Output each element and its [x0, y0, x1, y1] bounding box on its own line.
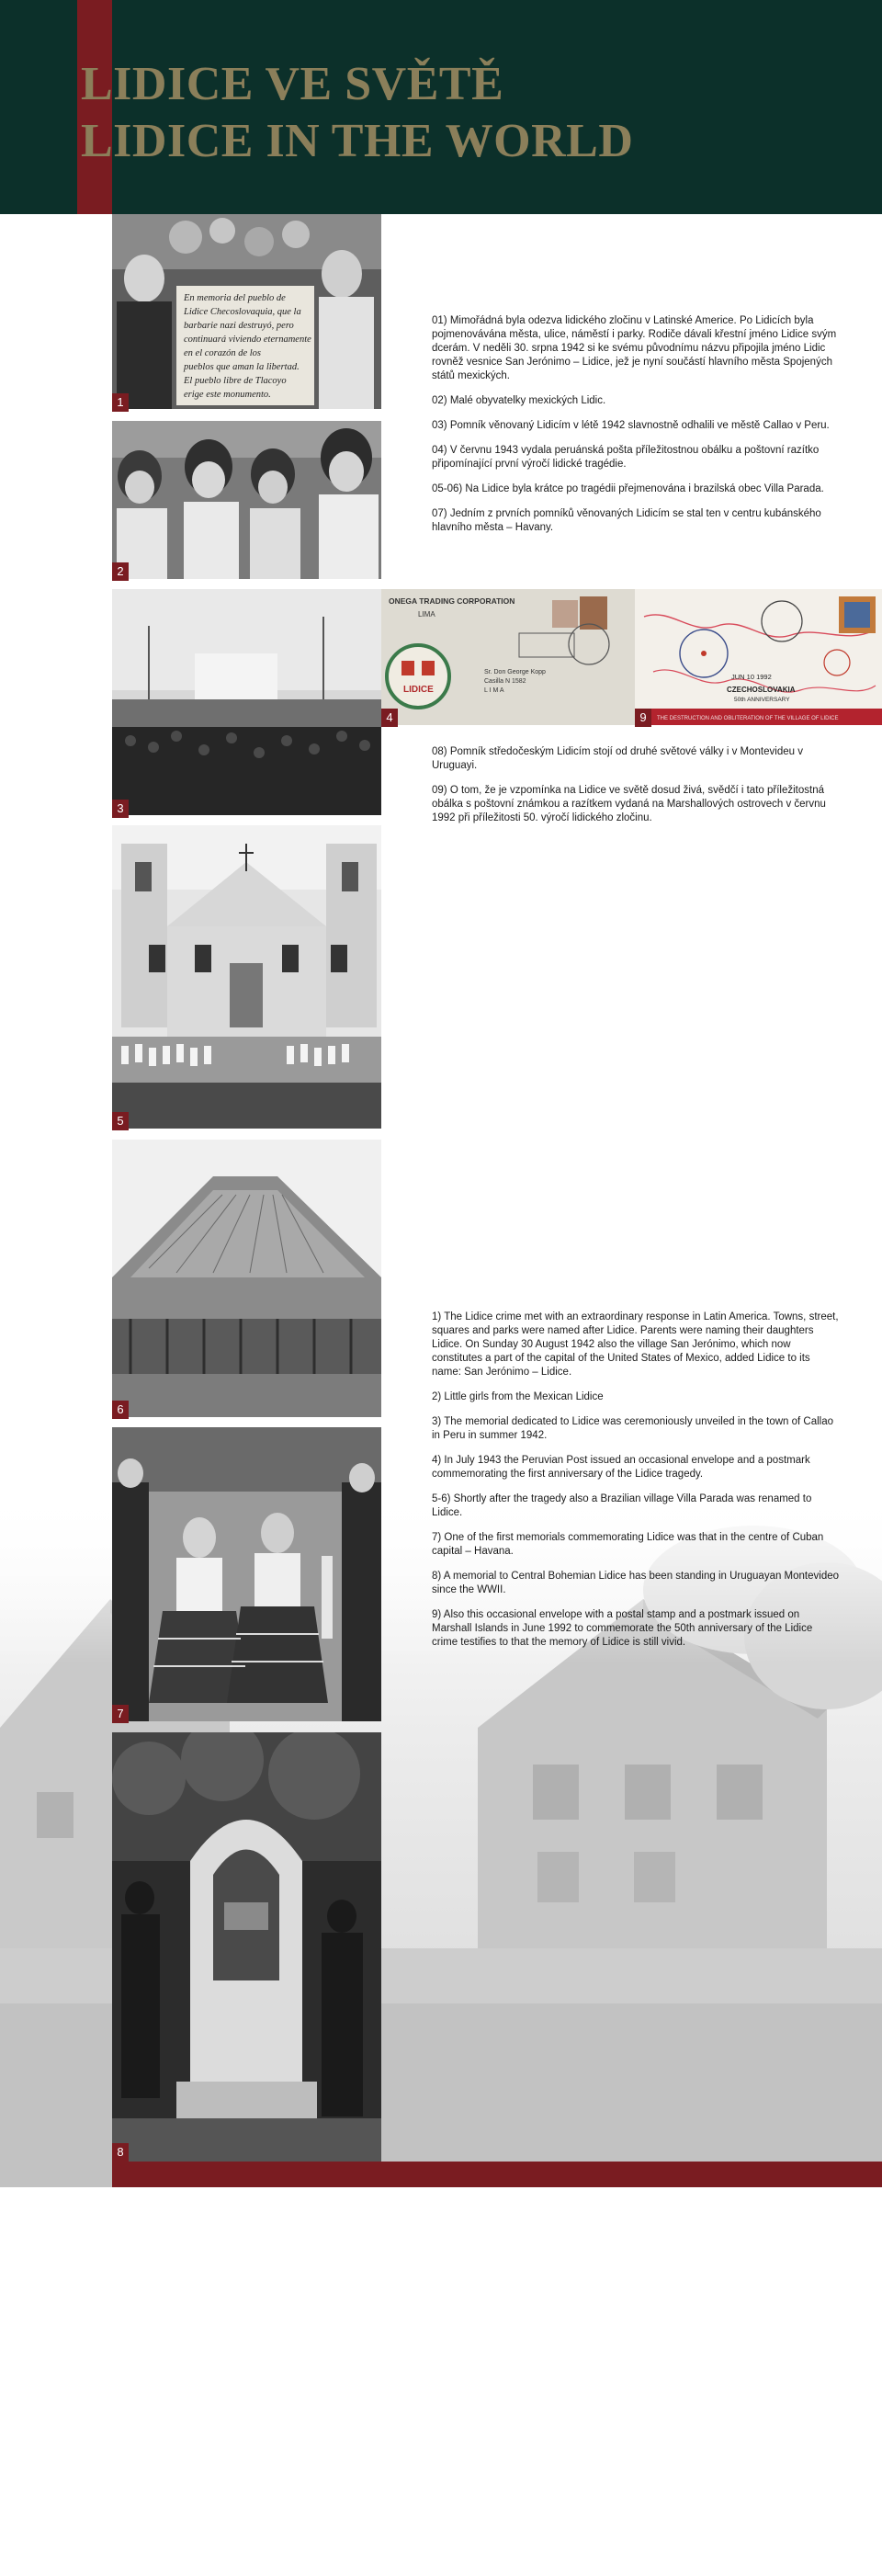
photo-1-crowd-with-sign: [112, 214, 381, 409]
photo-7-number: 7: [112, 1705, 129, 1723]
caption-en-4: 4) In July 1943 the Peruvian Post issued an occasional envelope and a postmark commemorating the first anniversary of the Lidice tragedy.: [432, 1455, 810, 1480]
photo-9-number: 9: [635, 709, 651, 727]
caption-cz-04: 04) V červnu 1943 vydala peruánská pošta příležitostnou obálku a poštovní razítko připomínající první výročí lidické tragédie.: [432, 445, 820, 470]
caption-block-czech-2: [432, 745, 841, 836]
caption-en-1: 1) The Lidice crime met with an extraordinary response in Latin America. Towns, street, squares and parks were named after Lidice. Parents were naming their daughters Lidice. On Sunday 30 August 1942 also the village San Jerónimo, which now constitutes a part of the capital of the United States of Mexico, added Lidice to its name: San Jerónimo – Lidice.: [432, 1311, 839, 1378]
sign-line-6: El pueblo libre de Tlacoyo: [184, 376, 287, 386]
envelope-address-2: L I M A: [484, 687, 504, 694]
caption-en-8: 8) A memorial to Central Bohemian Lidice has been standing in Uruguayan Montevideo since the WWII.: [432, 1571, 840, 1595]
envelope-address-0: Sr. Don George Kopp: [484, 669, 546, 675]
photo-3-number: 3: [112, 800, 129, 818]
caption-cz-09: 09) O tom, že je vzpomínka na Lidice ve světě dosud živá, svědčí i tato příležitostná obálka s poštovní známkou a razítkem vydaná na Marshallových ostrovech v červnu 1992 při příležitosti 50. výročí lidického zločinu.: [432, 785, 826, 823]
sign-line-4: en el corazón de los: [184, 348, 261, 358]
photo-6-number: 6: [112, 1401, 129, 1419]
thatched-hut-photo: [112, 1140, 381, 1417]
envelope-city: LIMA: [418, 610, 435, 618]
church-ceremony-photo: [112, 825, 381, 1129]
envelope9-country: CZECHOSLOVAKIA: [727, 686, 796, 694]
sign-line-2: barbarie nazi destruyó, pero: [184, 321, 294, 331]
caption-en-2: 2) Little girls from the Mexican Lidice: [432, 1391, 604, 1402]
crowd-with-memorial-sign-photo: [112, 214, 381, 409]
envelope9-banner: THE DESTRUCTION AND OBLITERATION OF THE VILLAGE OF LIDICE: [657, 716, 839, 721]
caption-en-3: 3) The memorial dedicated to Lidice was ceremoniously unveiled in the town of Callao in Peru in summer 1942.: [432, 1416, 834, 1441]
envelope-stamp-label: LIDICE: [403, 685, 434, 695]
bottom-red-bar: [112, 2162, 882, 2187]
header-banner: [0, 0, 882, 214]
caption-cz-05-06: 05-06) Na Lidice byla krátce po tragédii přejmenována i brazilská obec Villa Parada.: [432, 483, 824, 494]
caption-cz-03: 03) Pomník věnovaný Lidicím v létě 1942 slavnostně odhalili ve městě Callao v Peru.: [432, 420, 830, 431]
photo-5-church-ceremony: [112, 825, 381, 1129]
photo-9-marshall-envelope: [635, 589, 882, 725]
photo-2-number: 2: [112, 562, 129, 581]
photo-8-memorial-stone: [112, 1732, 381, 2162]
caption-cz-01: 01) Mimořádná byla odezva lidického zločinu v Latinské Americe. Po Lidicích byla pojmenovávána města, ulice, náměstí i parky. Rodiče dávali křestní jméno Lidice svým dcerám. V neděli 30. srpna 1942 si ke svému původnímu názvu připojila jméno Lidic rovněž vesnice San Jerónimo – Lidice, jež je nyní součástí hlavního města Spojených států mexických.: [432, 315, 837, 381]
title-english: LIDICE IN THE WORLD: [81, 115, 634, 167]
caption-block-czech: [432, 314, 841, 546]
caption-cz-02: 02) Malé obyvatelky mexických Lidic.: [432, 395, 606, 406]
sign-line-3: continuará viviendo eternamente: [184, 335, 311, 345]
envelope-address-1: Casilla N 1582: [484, 678, 526, 685]
memorial-stone-photo: [112, 1732, 381, 2162]
photo-3-memorial-unveiling: [112, 589, 381, 815]
memorial-unveiling-crowd-photo: [112, 589, 381, 815]
photo-5-number: 5: [112, 1112, 129, 1130]
sign-line-5: pueblos que aman la libertad.: [184, 362, 300, 372]
envelope9-anniversary: 50th ANNIVERSARY: [734, 697, 790, 703]
marshall-islands-envelope-photo: [635, 589, 882, 725]
caption-en-5-6: 5-6) Shortly after the tragedy also a Brazilian village Villa Parada was renamed to Lidice.: [432, 1493, 812, 1518]
photo-1-number: 1: [112, 393, 129, 412]
caption-en-7: 7) One of the first memorials commemorating Lidice was that in the centre of Cuban capital – Havana.: [432, 1532, 824, 1557]
photo-8-number: 8: [112, 2143, 129, 2162]
people-in-folk-costume-photo: [112, 1427, 381, 1721]
sign-line-0: En memoria del pueblo de: [184, 293, 286, 303]
photo-7-folk-costume: [112, 1427, 381, 1721]
sign-line-7: erige este monumento.: [184, 390, 271, 400]
caption-en-9: 9) Also this occasional envelope with a postal stamp and a postmark issued on Marshall Islands in June 1992 to commemorate the 50th anniversary of the Lidice crime testifies to that the memory of Lidice is still vivid.: [432, 1609, 813, 1648]
photo-6-thatched-hut: [112, 1140, 381, 1417]
caption-cz-08: 08) Pomník středočeským Lidicím stojí od druhé světové války i v Montevideu v Uruguayi.: [432, 746, 803, 771]
photo-2-little-girls: [112, 421, 381, 579]
caption-cz-07: 07) Jedním z prvních pomníků věnovaných Lidicím se stal ten v centru kubánského hlavního města – Havany.: [432, 508, 821, 533]
photo-4-number: 4: [381, 709, 398, 727]
envelope-company: ONEGA TRADING CORPORATION: [389, 596, 515, 606]
little-girls-photo: [112, 421, 381, 579]
title-czech: LIDICE VE SVĚTĚ: [81, 58, 504, 110]
envelope9-date: JUN 10 1992: [731, 673, 772, 681]
sign-line-1: Lidice Checoslovaquia, que la: [184, 307, 301, 317]
photo-4-peruvian-envelope: [381, 589, 635, 725]
caption-block-english: [432, 1311, 841, 1661]
peruvian-envelope-photo: [381, 589, 635, 725]
